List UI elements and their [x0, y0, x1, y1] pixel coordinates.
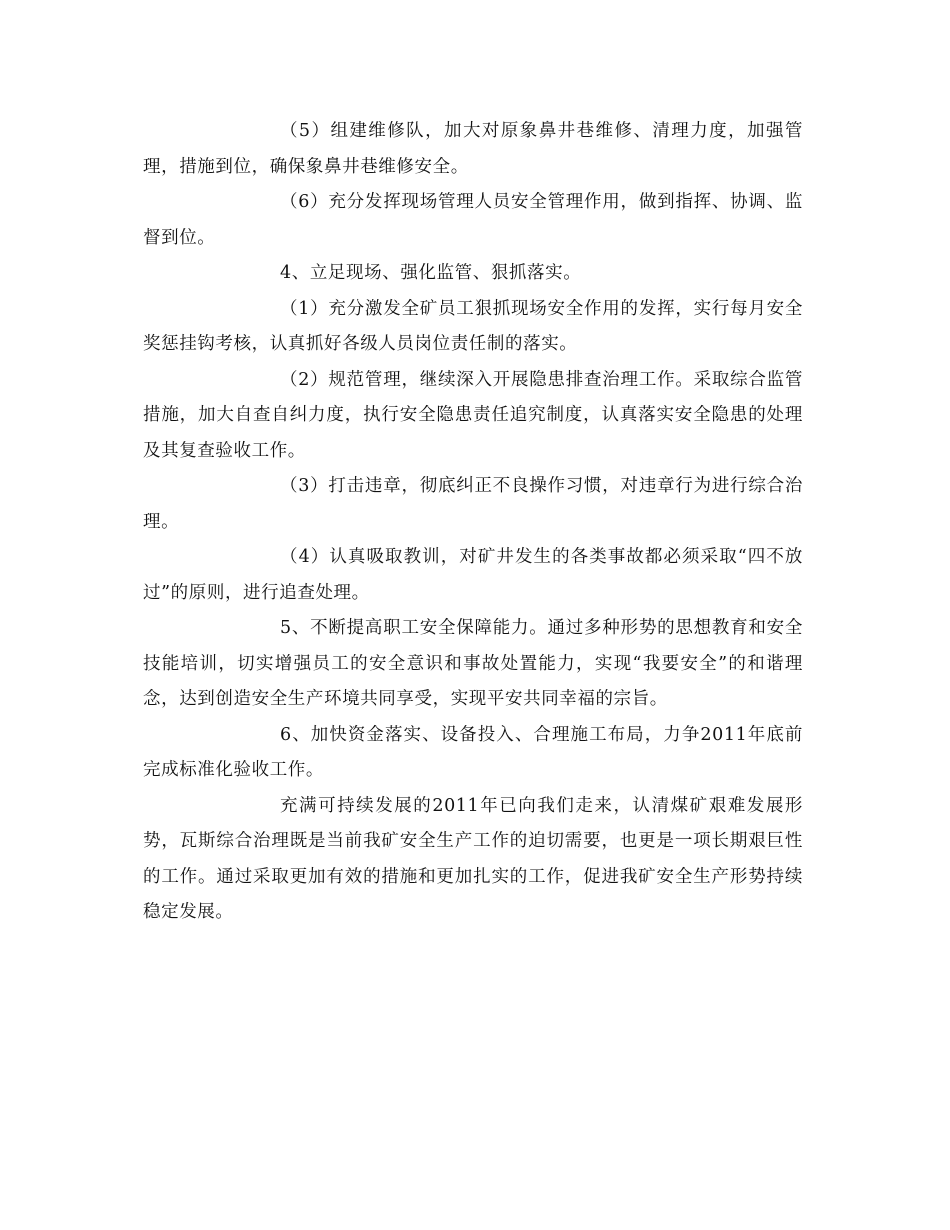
paragraph-item-5-repair-team: （5）组建维修队，加大对原象鼻井巷维修、清理力度，加强管理，措施到位，确保象鼻井巷维修安全。 — [143, 121, 803, 177]
paragraph-item-3-violations: （3）打击违章，彻底纠正不良操作习惯，对违章行为进行综合治理。 — [143, 476, 803, 532]
section-5-safety-capability: 5、不断提高职工安全保障能力。通过多种形势的思想教育和安全技能培训，切实增强员工的安全意识和事故处置能力，实现“我要安全”的和谐理念，达到创造安全生产环境共同享受，实现平安共同幸福的宗旨。 — [143, 618, 803, 709]
paragraph-item-4-lessons: （4）认真吸取教训，对矿井发生的各类事故都必须采取“四不放过”的原则，进行追查处理。 — [143, 547, 803, 603]
section-6-funding: 6、加快资金落实、设备投入、合理施工布局，力争2011年底前完成标准化验收工作。 — [143, 724, 803, 780]
section-heading-4: 4、立足现场、强化监管、狠抓落实。 — [280, 263, 582, 283]
document-body — [143, 114, 803, 931]
paragraph-item-2-standard-management: （2）规范管理，继续深入开展隐患排查治理工作。采取综合监管措施，加大自查自纠力度，执行安全隐患责任追究制度，认真落实安全隐患的处理及其复查验收工作。 — [143, 369, 803, 461]
paragraph-item-1-employees: （1）充分激发全矿员工狠抓现场安全作用的发挥，实行每月安全奖惩挂钩考核，认真抓好各级人员岗位责任制的落实。 — [143, 298, 803, 354]
paragraph-item-6-site-managers: （6）充分发挥现场管理人员安全管理作用，做到指挥、协调、监督到位。 — [143, 192, 803, 248]
closing-paragraph: 充满可持续发展的2011年已向我们走来，认清煤矿艰难发展形势，瓦斯综合治理既是当前我矿安全生产工作的迫切需要，也更是一项长期艰巨性的工作。通过采取更加有效的措施和更加扎实的工作，促进我矿安全生产形势持续稳定发展。 — [143, 795, 803, 922]
